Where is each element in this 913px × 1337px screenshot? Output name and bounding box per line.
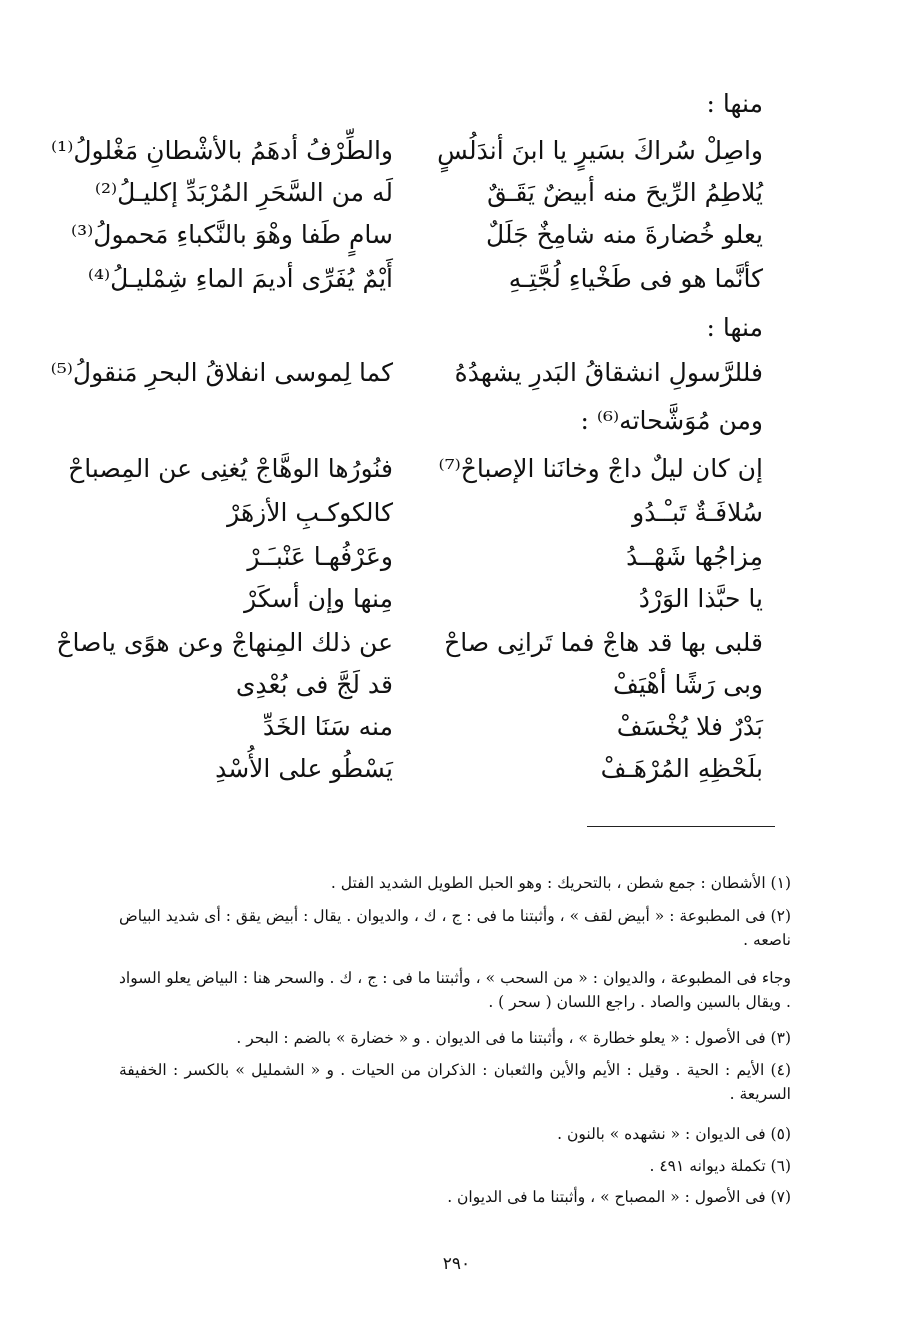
muwashshah-line-8-right: بلَحْظِهِ المُرْهَـفْ [600,754,763,783]
footnote-3: (٣) فى الأصول : « يعلو خطارة » ، وأثبتنا ما فى الديوان . و « خضارة » بالضم : البحر . [236,1029,791,1047]
muwashshah-line-8-left: يَسْطُو على الأُسْدِ [215,754,393,783]
footnote-5: (٥) فى الديوان : « نشهده » بالنون . [557,1125,791,1143]
section-heading-1: منها : [706,89,763,118]
muwashshah-line-1-left: فنُورُها الوهَّاجْ يُغنِى عن المِصباحْ [68,454,393,483]
muwashshah-line-3-left: وعَرْفُهـا عَنْبـَـرْ [247,542,393,571]
verse-2-first-hemistich: يُلاطِمُ الرِّيحَ منه أبيضٌ يَقَـقٌ [487,178,763,207]
muwashshah-line-6-left: قد لَجَّ فى بُعْدِى [235,670,393,699]
verse-2-second-hemistich: لَه من السَّحَرِ المُرْبَدِّ إكليـلُ⁽²⁾ [94,178,393,207]
footnote-7: (٧) فى الأصول : « المصباح » ، وأثبتنا ما فى الديوان . [447,1188,791,1206]
footnote-1: (١) الأشطان : جمع شطن ، بالتحريك : وهو الحبل الطويل الشديد الفتل . [330,874,791,892]
verse-4-first-hemistich: كأنَّما هو فى طَخْياءِ لُجَّتِـهِ [508,264,763,293]
muwashshah-line-6-right: وبى رَشًا أهْيَفْ [613,670,763,699]
verse-5-first-hemistich: فللرَّسولِ انشقاقُ البَدرِ يشهدُهُ [454,358,763,387]
verse-1-first-hemistich: واصِلْ سُراكَ بسَيرٍ يا ابنَ أندَلُسٍ [437,136,763,165]
muwashshah-line-4-right: يا حبَّذا الوَرْدُ [638,584,763,613]
muwashshah-line-3-right: مِزاجُها شَهْــدُ [626,542,763,571]
verse-4-second-hemistich: أَيْمٌ يُفَرِّى أديمَ الماءِ شِمْليـلُ⁽⁴⁾ [87,264,393,293]
footnote-6: (٦) تكملة ديوانه ٤٩١ . [649,1157,791,1175]
muwashshah-line-4-left: مِنها وإن أسكَرْ [244,584,393,613]
muwashshah-line-2-right: سُلافَـةٌ تَبـْـدُو [632,498,763,527]
footnote-2: (٢) فى المطبوعة : « أبيض لقف » ، وأثبتنا ما فى : ج ، ك ، والديوان . يقال : أبيض يقق : أى شديد البياض ناصعه . [119,907,791,949]
verse-1-second-hemistich: والطِّرْفُ أدهَمُ بالأشْطانِ مَغْلولُ⁽¹⁾ [51,136,393,165]
footnote-2-continued: وجاء فى المطبوعة ، والديوان : « من السحب » ، وأثبتنا ما فى : ج ، ك . والسحر هنا : البياض يعلو السواد . ويقال بالسين والصاد . راجع اللسان ( سحر ) . [119,969,791,1011]
section-heading-2: منها : [706,313,763,342]
muwashshah-line-1-right: إن كان ليلٌ داجْ وخانَنا الإصباحْ⁽⁷⁾ [438,454,763,483]
muwashshah-line-7-left: منه سَنَا الخَدِّ [262,712,393,741]
muwashshah-line-5-right: قلبى بها قد هاجْ فما تَرانِى صاحْ [444,628,763,657]
footnote-4: (٤) الأيم : الحية . وقيل : الأيم والأين والثعبان : الذكران من الحيات . و « الشمليل » بالكسر : الخفيفة السريعة . [119,1061,791,1103]
verse-3-first-hemistich: يعلو خُضارةَ منه شامِخٌ جَلَلٌ [485,220,763,249]
footnote-separator [587,826,775,827]
muwashshah-line-2-left: كالكوكـبِ الأزهَرْ [227,498,393,527]
page-number: ٢٩٠ [442,1254,471,1274]
section-heading-3: ومن مُوَشَّحاته⁽⁶⁾ : [580,406,763,435]
verse-5-second-hemistich: كما لِموسى انفلاقُ البحرِ مَنقولُ⁽⁵⁾ [50,358,393,387]
muwashshah-line-5-left: عن ذلك المِنهاجْ وعن هوًى ياصاحْ [56,628,393,657]
muwashshah-line-7-right: بَدْرٌ فلا يُخْسَفْ [616,712,763,741]
verse-3-second-hemistich: سامٍ طَفا وهْوَ بالنَّكباءِ مَحمولُ⁽³⁾ [71,220,393,249]
